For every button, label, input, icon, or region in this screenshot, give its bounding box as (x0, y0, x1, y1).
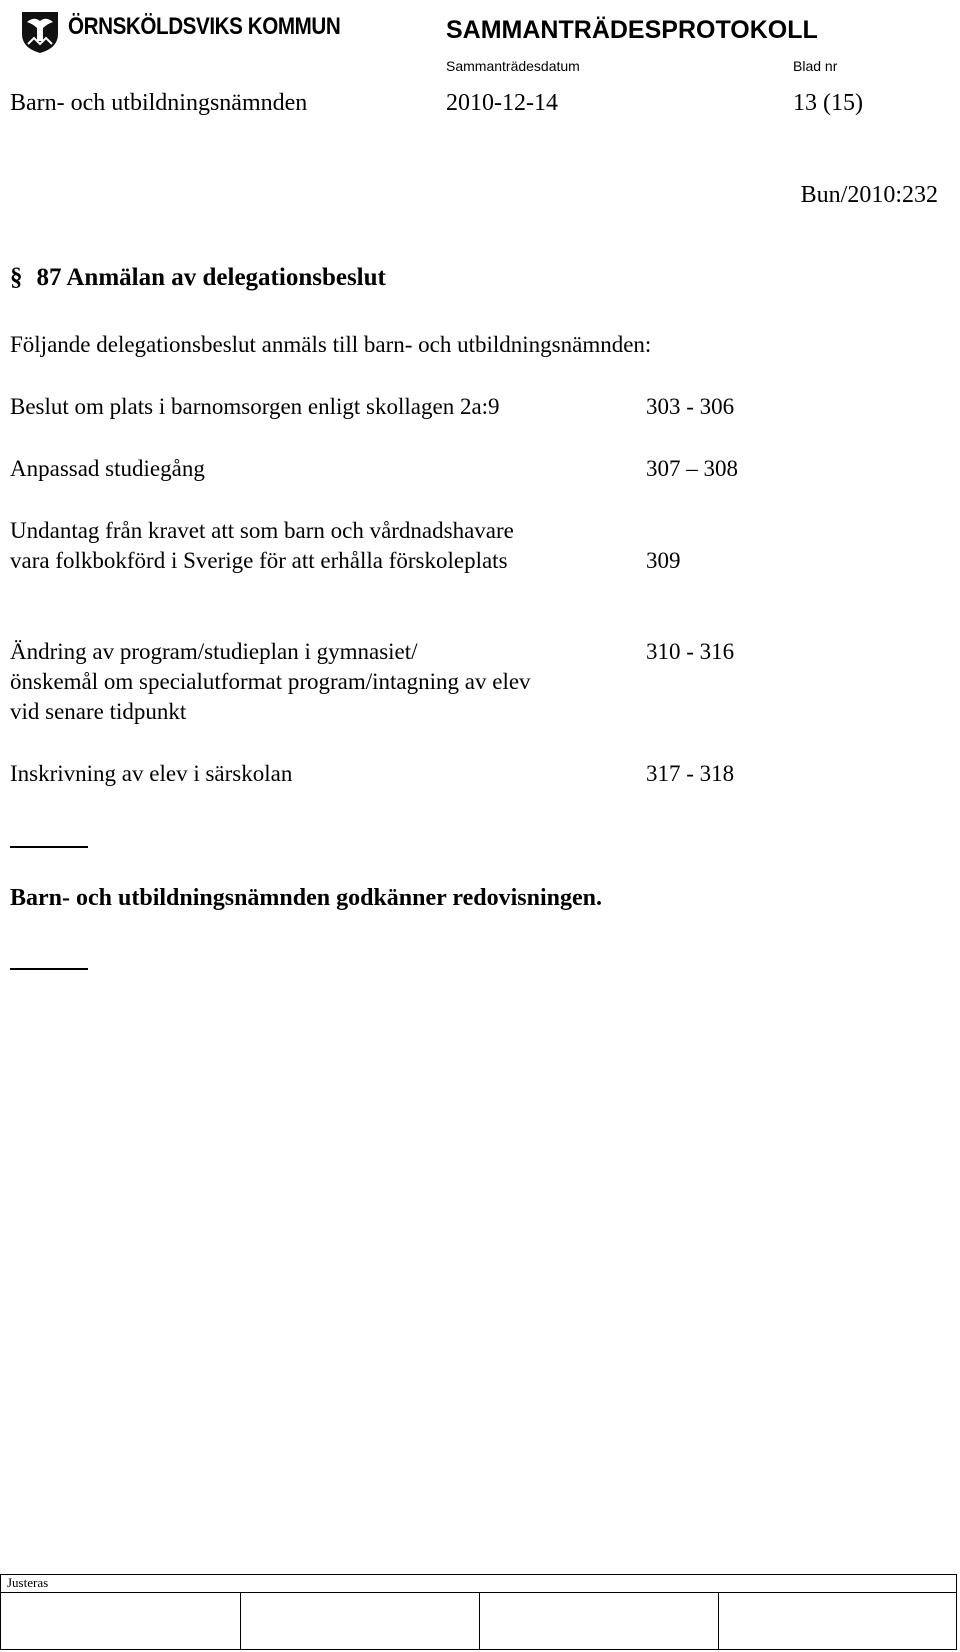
list-item-ref: 310 - 316 (646, 639, 735, 664)
list-item-text: Undantag från kravet att som barn och vårdnadshavare (10, 518, 514, 543)
page-number-label: Blad nr (793, 58, 838, 74)
signature-header (1, 1575, 956, 1593)
list-item-text: önskemål om specialutformat program/intagning av elev (10, 669, 531, 694)
signature-cell (479, 1593, 719, 1649)
case-number: Bun/2010:232 (800, 182, 938, 208)
signature-cell (1, 1593, 241, 1649)
section-symbol: § (10, 264, 23, 291)
list-item-ref: 309 (646, 548, 681, 573)
meeting-date: 2010-12-14 (446, 90, 558, 116)
signature-table (0, 1574, 957, 1650)
decision-text: Barn- och utbildningsnämnden godkänner redovisningen. (10, 885, 602, 911)
section-heading (10, 262, 386, 294)
list-item-ref: 317 - 318 (646, 761, 735, 786)
list-item-text: vara folkbokförd i Sverige för att erhålla förskoleplats (10, 548, 508, 573)
list-item-text: Ändring av program/studieplan i gymnasiet/ (10, 639, 418, 664)
list-item-text: Anpassad studiegång (10, 456, 205, 481)
list-item-ref: 307 – 308 (646, 456, 738, 481)
municipality-logo-icon (20, 8, 60, 54)
signature-cell (240, 1593, 480, 1649)
page-number: 13 (15) (793, 90, 863, 116)
intro-text: Följande delegationsbeslut anmäls till barn- och utbildningsnämnden: (10, 332, 652, 357)
meeting-date-label: Sammanträdesdatum (446, 58, 580, 74)
justeras-label: Justeras (7, 1575, 49, 1590)
committee-name: Barn- och utbildningsnämnden (10, 90, 308, 116)
list-item-text: vid senare tidpunkt (10, 699, 187, 724)
list-item-text: Inskrivning av elev i särskolan (10, 761, 293, 786)
document-type: SAMMANTRÄDESPROTOKOLL (446, 16, 818, 44)
org-name: ÖRNSKÖLDSVIKS KOMMUN (68, 13, 341, 40)
list-item-text: Beslut om plats i barnomsorgen enligt skollagen 2a:9 (10, 394, 500, 419)
section-title: 87 Anmälan av delegationsbeslut (36, 264, 386, 291)
separator-line (10, 968, 88, 970)
list-item-ref: 303 - 306 (646, 394, 735, 419)
separator-line (10, 846, 88, 848)
